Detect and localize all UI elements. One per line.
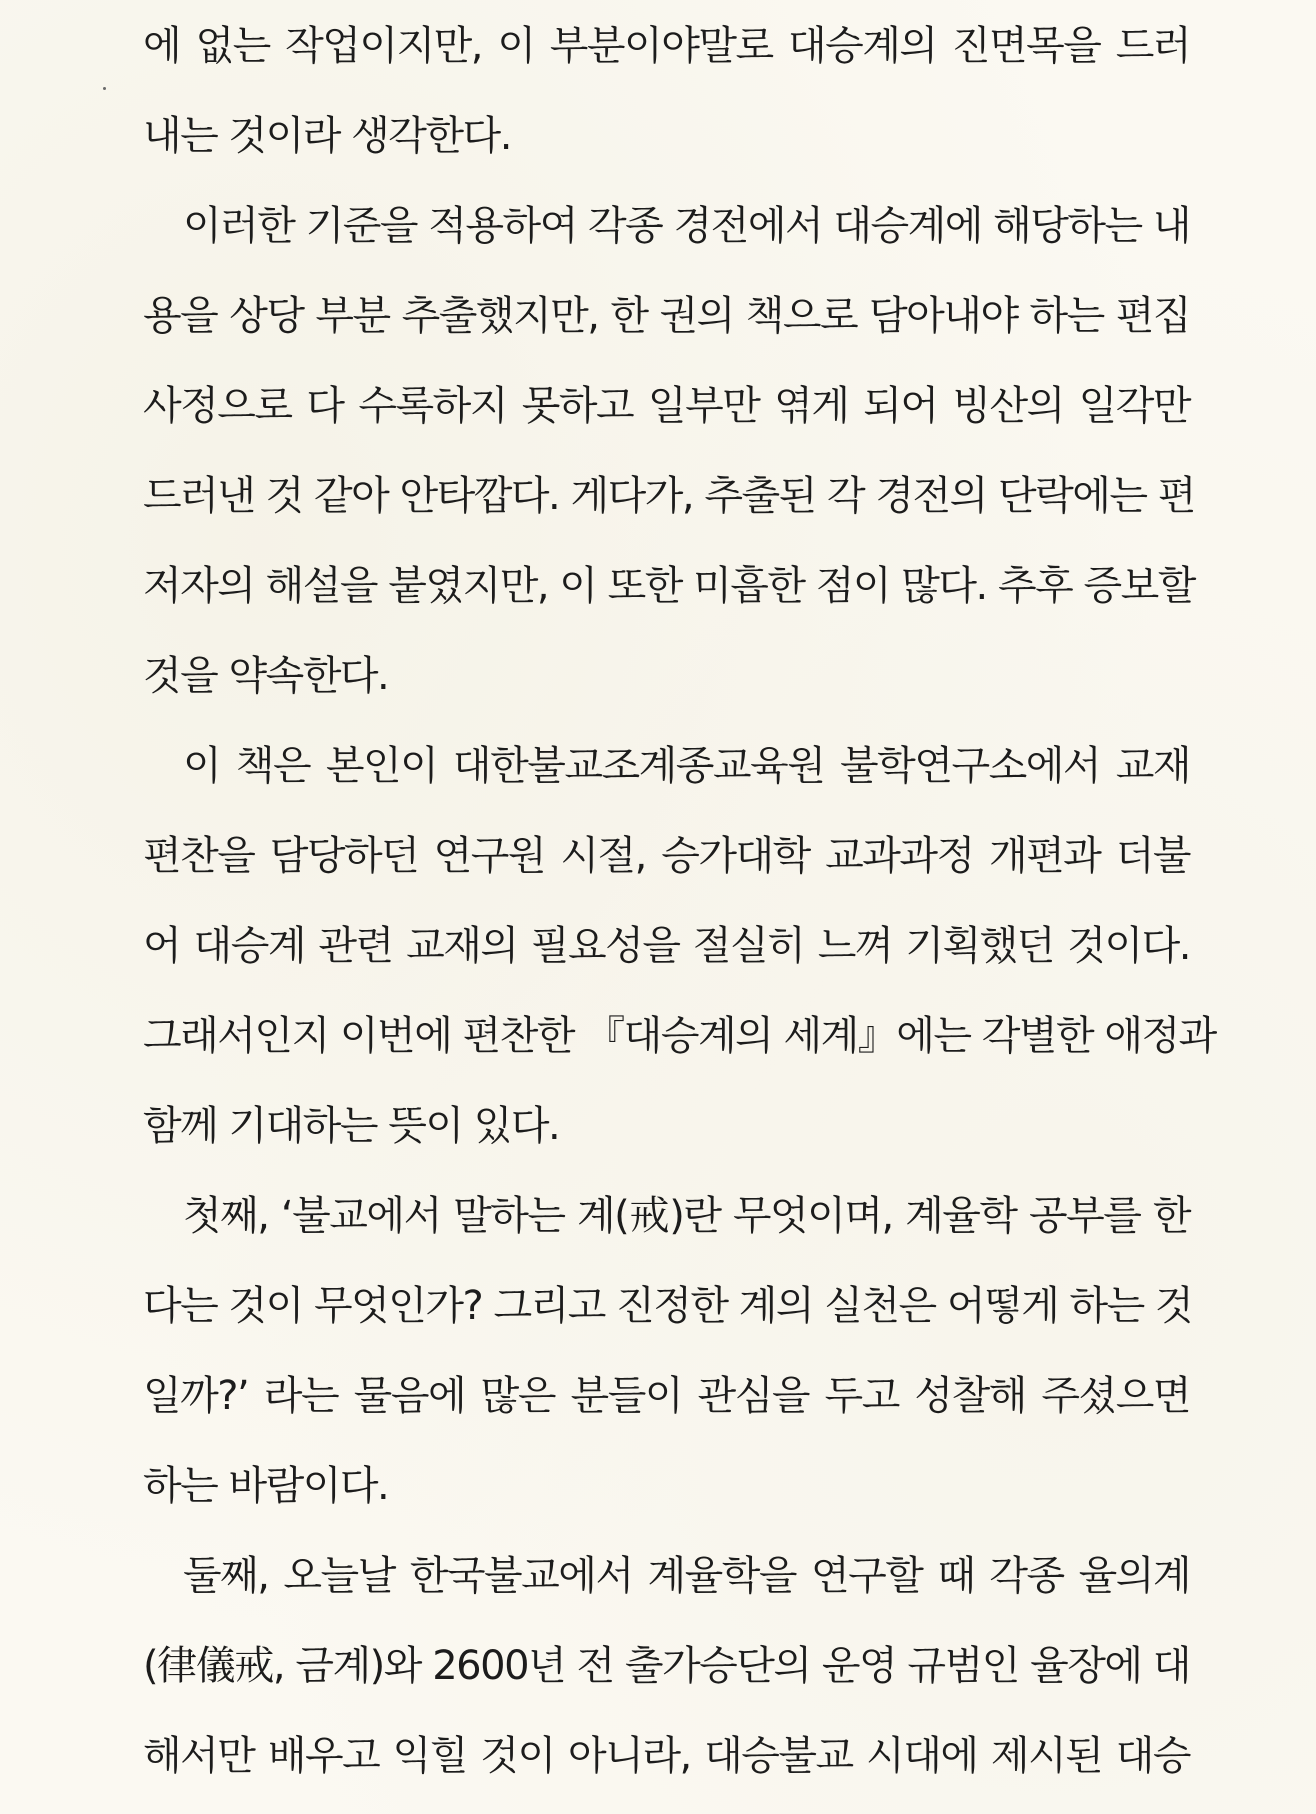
text-line: 함께 기대하는 뜻이 있다.	[143, 1103, 560, 1149]
scan-speck	[103, 87, 106, 90]
text-line: 이 책은 본인이 대한불교조계종교육원 불학연구소에서 교재	[183, 743, 1190, 789]
text-line: 둘째, 오늘날 한국불교에서 계율학을 연구할 때 각종 율의계	[183, 1553, 1190, 1599]
text-line: 해서만 배우고 익힐 것이 아니라, 대승불교 시대에 제시된 대승	[143, 1733, 1190, 1779]
text-line: 저자의 해설을 붙였지만, 이 또한 미흡한 점이 많다. 추후 증보할	[143, 563, 1195, 609]
text-line: 드러낸 것 같아 안타깝다. 게다가, 추출된 각 경전의 단락에는 편	[143, 473, 1195, 519]
text-line: 그래서인지 이번에 편찬한 『대승계의 세계』에는 각별한 애정과	[143, 1013, 1216, 1059]
text-line: 내는 것이라 생각한다.	[143, 113, 511, 159]
text-line: 일까?’ 라는 물음에 많은 분들이 관심을 두고 성찰해 주셨으면	[143, 1373, 1190, 1419]
text-line: 하는 바람이다.	[143, 1463, 389, 1509]
text-line: 이러한 기준을 적용하여 각종 경전에서 대승계에 해당하는 내	[183, 203, 1191, 249]
text-line: (律儀戒, 금계)와 2600년 전 출가승단의 운영 규범인 율장에 대	[143, 1643, 1190, 1689]
text-line: 다는 것이 무엇인가? 그리고 진정한 계의 실천은 어떻게 하는 것	[143, 1283, 1193, 1329]
text-line: 사정으로 다 수록하지 못하고 일부만 엮게 되어 빙산의 일각만	[143, 383, 1190, 429]
text-line: 편찬을 담당하던 연구원 시절, 승가대학 교과과정 개편과 더불	[143, 833, 1190, 879]
text-line: 첫째, ‘불교에서 말하는 계(戒)란 무엇이며, 계율학 공부를 한	[183, 1193, 1190, 1239]
text-line: 것을 약속한다.	[143, 653, 389, 699]
text-line: 어 대승계 관련 교재의 필요성을 절실히 느껴 기획했던 것이다.	[143, 923, 1190, 969]
text-line: 용을 상당 부분 추출했지만, 한 권의 책으로 담아내야 하는 편집	[143, 293, 1190, 339]
text-line: 에 없는 작업이지만, 이 부분이야말로 대승계의 진면목을 드러	[143, 23, 1190, 69]
